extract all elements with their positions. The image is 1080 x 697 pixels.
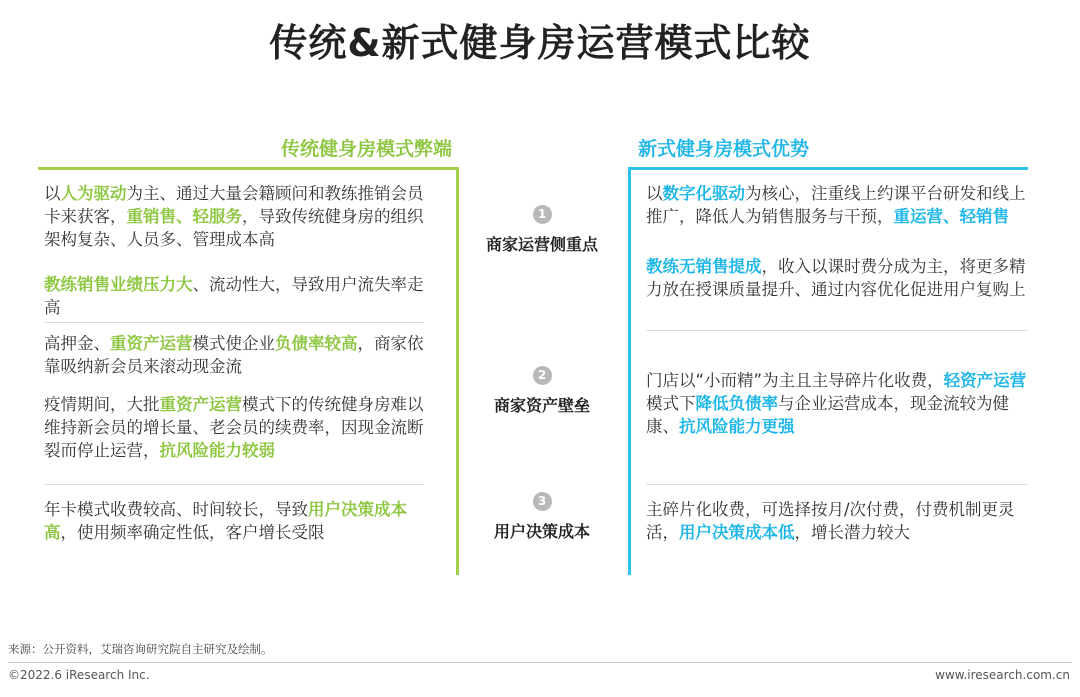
left-paragraph-1: 以人为驱动为主、通过大量会籍顾问和教练推销会员卡来获客，重销售、轻服务，导致传统健身房的组织架构复杂、人员多、管理成本高 <box>44 184 424 249</box>
left-paragraph-2: 教练销售业绩压力大、流动性大，导致用户流失率走高 <box>44 275 424 317</box>
left-paragraph-4: 疫情期间，大批重资产运营模式下的传统健身房难以维持新会员的增长量、老会员的续费率，因现金流断裂而停止运营，抗风险能力较弱 <box>44 395 424 460</box>
left-divider-2 <box>44 484 424 485</box>
step-number-1: 1 <box>533 205 552 224</box>
left-paragraph-5: 年卡模式收费较高、时间较长，导致用户决策成本高，使用频率确定性低，客户增长受限 <box>44 500 407 542</box>
right-divider-1 <box>646 330 1028 331</box>
website-link[interactable]: www.iresearch.com.cn <box>935 668 1070 682</box>
right-paragraph-3: 门店以“小而精”为主且主导碎片化收费，轻资产运营模式下降低负债率与企业运营成本，现金流较为健康、抗风险能力更强 <box>646 371 1027 436</box>
dimension-2 <box>468 364 616 416</box>
copyright: ©2022.6 iResearch Inc. <box>8 668 150 682</box>
dimension-1 <box>468 203 616 255</box>
step-number-2: 2 <box>533 366 552 385</box>
page-title: 传统&新式健身房运营模式比较 <box>269 21 811 65</box>
left-divider-1 <box>44 322 424 323</box>
right-paragraph-1: 以数字化驱动为核心，注重线上约课平台研发和线上推广，降低人为销售服务与干预，重运营、轻销售 <box>646 184 1026 226</box>
right-divider-2 <box>646 484 1028 485</box>
left-side-border <box>456 167 459 575</box>
step-number-3: 3 <box>533 492 552 511</box>
footer-divider <box>8 662 1072 663</box>
dimension-label-2: 商家资产壁垒 <box>493 396 590 415</box>
right-top-border <box>628 167 1028 170</box>
dimension-3 <box>468 490 616 542</box>
right-paragraph-4: 主碎片化收费，可选择按月/次付费，付费机制更灵活，用户决策成本低，增长潜力较大 <box>646 500 1015 542</box>
source-note: 来源：公开资料，艾瑞咨询研究院自主研究及绘制。 <box>8 642 273 656</box>
right-column-header: 新式健身房模式优势 <box>638 138 810 160</box>
left-top-border <box>38 167 458 170</box>
left-column-header: 传统健身房模式弊端 <box>280 138 452 160</box>
left-paragraph-3: 高押金、重资产运营模式使企业负债率较高，商家依靠吸纳新会员来滚动现金流 <box>44 334 424 376</box>
dimension-label-3: 用户决策成本 <box>493 522 590 541</box>
right-paragraph-2: 教练无销售提成，收入以课时费分成为主，将更多精力放在授课质量提升、通过内容优化促进用户复购上 <box>646 257 1026 299</box>
dimension-label-1: 商家运营侧重点 <box>485 235 598 254</box>
right-side-border <box>628 167 631 575</box>
